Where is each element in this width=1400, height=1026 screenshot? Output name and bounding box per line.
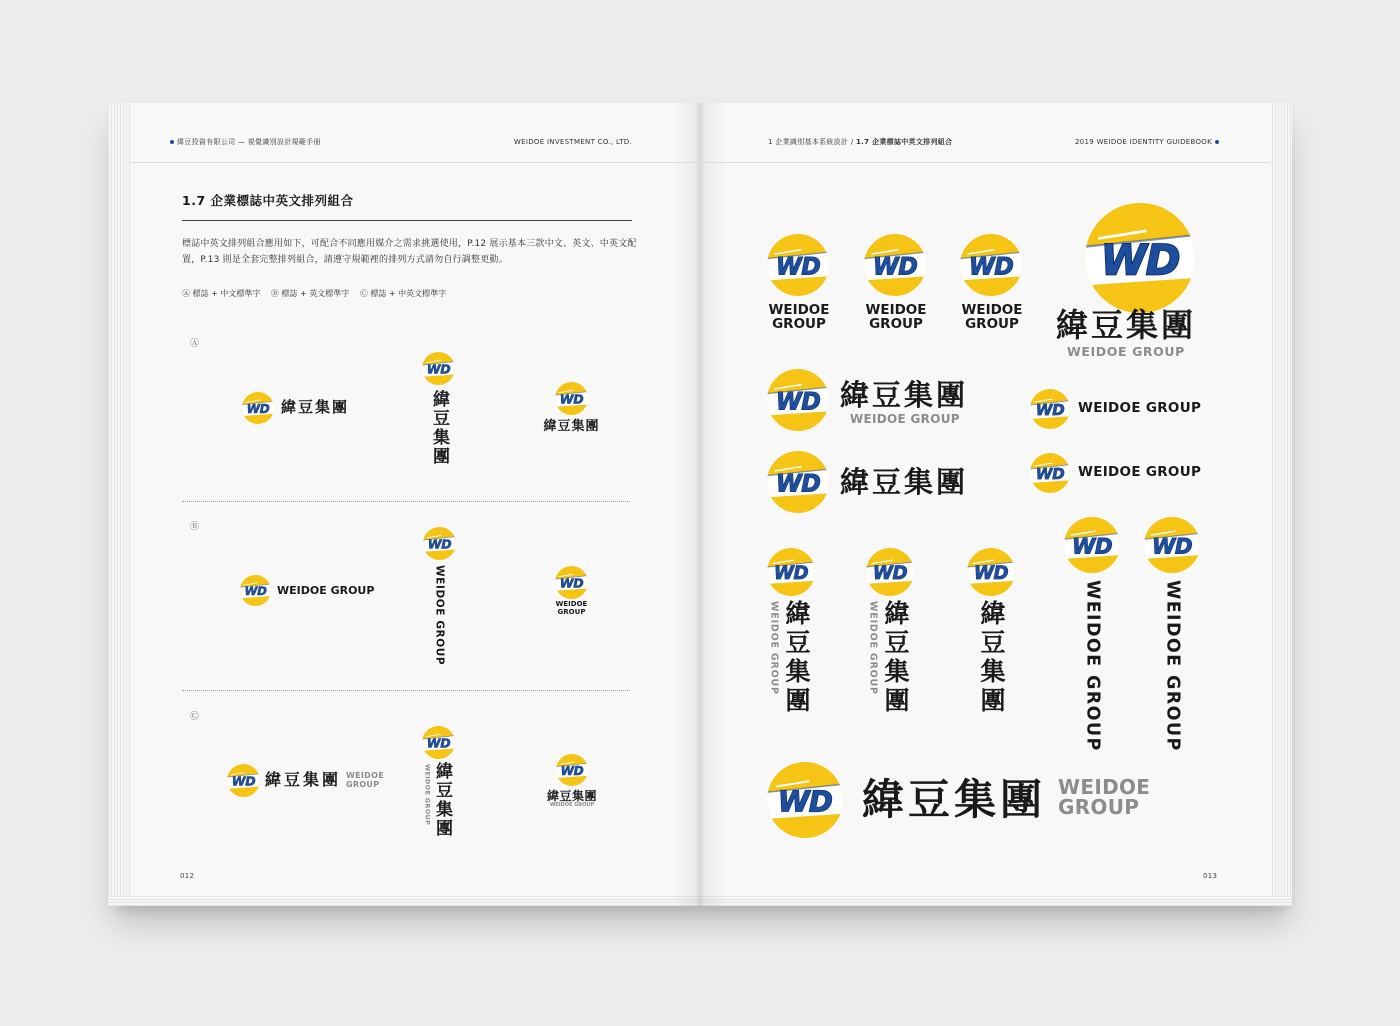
r4-vertical-en-logo (1064, 517, 1120, 573)
r1-stacked-name-en-line1: WEIDOE (865, 302, 927, 318)
b-stacked-name-en-line2: GROUP (557, 607, 586, 616)
section-marker-c: Ⓒ (190, 712, 200, 722)
c-vertical-logo (422, 726, 455, 759)
r4-vertical-en-name: WEIDOE GROUP (1162, 580, 1183, 752)
b-vertical-name-en: WEIDOE GROUP (433, 565, 446, 666)
c-horizontal-logo (227, 764, 260, 797)
r1-stacked-name-en-line1: WEIDOE (961, 302, 1023, 318)
b-stacked-name-en-line1: WEIDOE (555, 600, 588, 608)
left-page (108, 103, 702, 906)
a-horizontal-name-zh: 緯豆集團 (281, 398, 350, 416)
b-vertical-logo (423, 527, 456, 560)
r4-vertical-full-name-en: WEIDOE GROUP (768, 601, 780, 695)
r1-stacked-name-en-line1: WEIDOE (768, 302, 830, 318)
body-text-line: 標誌中英文排列組合應用如下，可配合不同應用媒介之需求挑選使用，P.12 展示基本三款中文、英文、中英文配 (182, 239, 637, 249)
a-horizontal-logo (242, 392, 274, 424)
breadcrumb-chapter: 1 企業識別基本系統設計 (768, 138, 849, 146)
a-vertical-name-zh: 緯豆集團 (429, 390, 449, 466)
r1-stacked-name-en-line2: GROUP (869, 316, 923, 332)
left-header-company: WEIDOE INVESTMENT CO., LTD. (513, 138, 632, 146)
left-page-number: 012 (180, 872, 195, 880)
r4-vertical-zh-logo (967, 548, 1015, 596)
r5-horizontal-large-name-en-line1: WEIDOE (1058, 775, 1151, 799)
r4-vertical-full-logo (767, 548, 815, 596)
r4-vertical-zh-name: 緯豆集團 (977, 600, 1006, 716)
section-marker-b: Ⓑ (190, 522, 200, 532)
r3-horizontal-en-name: WEIDOE GROUP (1078, 464, 1202, 480)
r1-stacked-logo (960, 234, 1022, 296)
c-stacked-name-zh: 緯豆集團 (546, 789, 597, 803)
r2-horizontal-en-name: WEIDOE GROUP (1078, 400, 1202, 416)
r1-full-stacked-logo (1085, 203, 1195, 313)
header-bullet-icon (170, 140, 174, 144)
breadcrumb-section: 1.7 企業標誌中英文排列組合 (856, 138, 953, 146)
right-page-edges (1270, 103, 1292, 906)
book-gutter (672, 103, 728, 906)
r4-vertical-en-name: WEIDOE GROUP (1082, 580, 1103, 752)
r4-vertical-en-logo (1144, 517, 1200, 573)
left-page-edges (108, 103, 130, 906)
r1-stacked-name-en-line2: GROUP (772, 316, 826, 332)
r2-horizontal-full-name-en: WEIDOE GROUP (850, 412, 960, 426)
header-bullet-icon (1215, 140, 1219, 144)
r2-horizontal-full-logo (767, 369, 829, 431)
c-stacked-logo (556, 754, 588, 786)
left-header-rule (130, 162, 698, 163)
c-vertical-name-zh: 緯豆集團 (432, 762, 452, 838)
section-divider (182, 690, 630, 691)
c-stacked-name-en: WEIDOE GROUP (549, 802, 595, 808)
right-page-number: 013 (1203, 872, 1218, 880)
r1-stacked-logo (767, 234, 829, 296)
legend (182, 289, 454, 298)
r4-vertical-full-name-en: WEIDOE GROUP (867, 601, 879, 695)
legend-item: Ⓐ 標誌 + 中文標準字 (182, 289, 261, 298)
heading-rule (182, 220, 632, 221)
r2-horizontal-en-logo (1030, 389, 1070, 429)
c-horizontal-name-en-line2: GROUP (346, 780, 380, 789)
left-header-title: 緯豆投資有限公司 — 視覺識別設計規範手冊 (177, 138, 321, 146)
r4-vertical-full-logo (866, 548, 914, 596)
r1-stacked-name-en-line2: GROUP (965, 316, 1019, 332)
right-header-rule (702, 162, 1270, 163)
r5-horizontal-large-name-zh: 緯豆集團 (862, 775, 1047, 824)
c-vertical-name-en: WEIDOE GROUP (423, 764, 432, 826)
section-divider (182, 501, 630, 502)
a-vertical-logo (422, 352, 455, 385)
b-horizontal-logo (240, 575, 271, 606)
r5-horizontal-large-logo (767, 762, 843, 838)
right-header-breadcrumb (768, 138, 952, 146)
legend-item: Ⓑ 標誌 + 英文標準字 (270, 289, 350, 298)
r3-horizontal-zh-logo (767, 451, 829, 513)
r4-vertical-full-name-zh: 緯豆集團 (782, 600, 811, 716)
b-stacked-logo (555, 566, 588, 599)
r1-stacked-logo (864, 234, 926, 296)
a-stacked-name-zh: 緯豆集團 (543, 419, 600, 434)
a-stacked-logo (555, 382, 588, 415)
c-horizontal-name-en-line1: WEIDOE (346, 771, 384, 780)
r1-full-stacked-name-zh: 緯豆集團 (1056, 306, 1197, 344)
right-header-guidebook: 2019 WEIDOE IDENTITY GUIDEBOOK (1075, 138, 1212, 146)
c-horizontal-name-zh: 緯豆集團 (265, 770, 342, 789)
b-horizontal-name-en: WEIDOE GROUP (277, 584, 375, 597)
r3-horizontal-en-logo (1030, 453, 1070, 493)
breadcrumb-separator: / (850, 138, 854, 146)
section-marker-a: Ⓐ (190, 339, 200, 349)
section-heading: 1.7 企業標誌中英文排列組合 (182, 193, 354, 208)
legend-item: Ⓒ 標誌 + 中英文標準字 (359, 289, 447, 298)
body-text-line: 置，P.13 則是全套完整排列組合，請遵守規範裡的排列方式請勿自行調整更動。 (182, 255, 508, 265)
r1-full-stacked-name-en: WEIDOE GROUP (1067, 344, 1185, 359)
r3-horizontal-zh-name: 緯豆集團 (840, 465, 969, 499)
r2-horizontal-full-name-zh: 緯豆集團 (840, 378, 969, 412)
r4-vertical-full-name-zh: 緯豆集團 (881, 600, 910, 716)
r5-horizontal-large-name-en-line2: GROUP (1058, 795, 1140, 819)
